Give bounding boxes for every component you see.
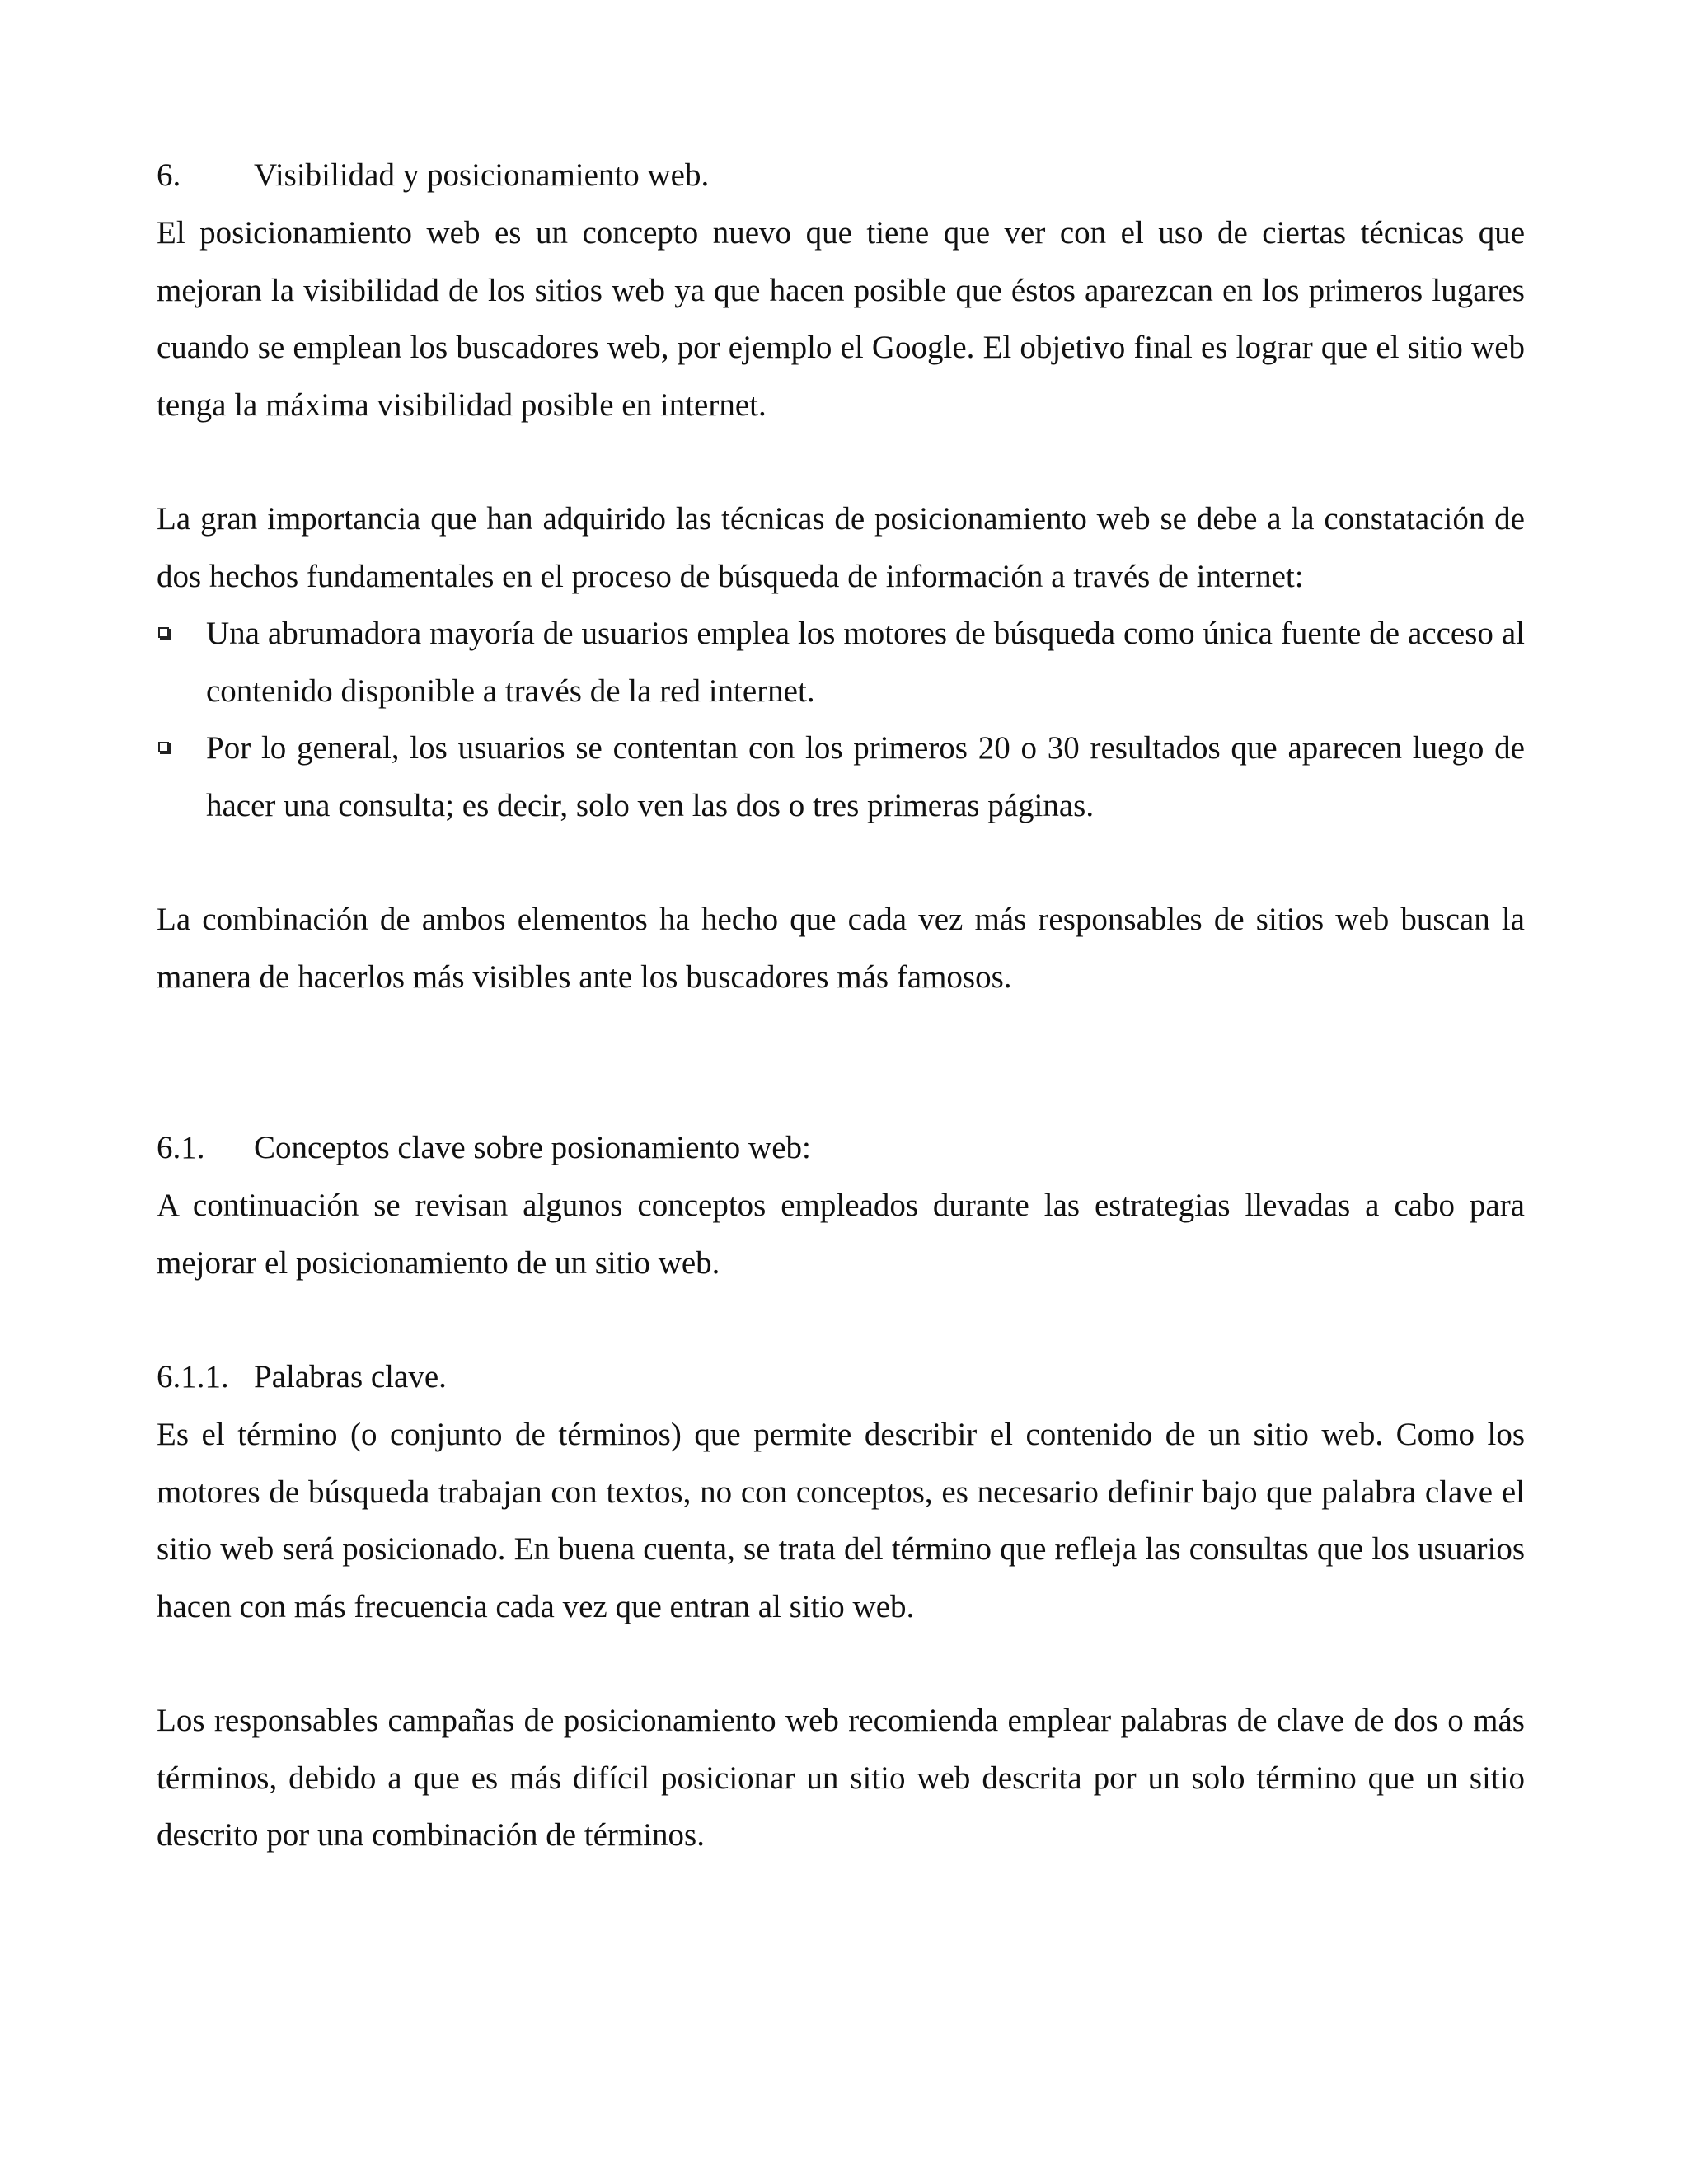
- document-body: [157, 147, 1525, 1864]
- section-6-1-1-paragraph-1: Es el término (o conjunto de términos) que permite describir el contenido de un sitio web. Como los motores de búsqueda trabajan con textos, no con conceptos, es necesario definir bajo que palabra clave el sitio web será posicionado. En buena cuenta, se trata del término que refleja las consultas que los usuarios hacen con más frecuencia cada vez que entran al sitio web.: [157, 1417, 1525, 1624]
- spacer: [157, 1635, 1525, 1692]
- section-6-heading: [157, 147, 1525, 204]
- section-6-title: Visibilidad y posicionamiento web.: [254, 157, 710, 193]
- spacer: [157, 1005, 1525, 1119]
- spacer: [157, 834, 1525, 891]
- checkbox-bullet-icon: [158, 742, 169, 752]
- section-6-1-1-paragraph-2: Los responsables campañas de posicionamiento web recomienda emplear palabras de clave de dos o más términos, debido a que es más difícil posicionar un sitio web descrita por un solo término que un sitio descrito por una combinación de términos.: [157, 1703, 1525, 1853]
- list-item: [157, 605, 1525, 719]
- section-6-number: 6.: [157, 157, 181, 193]
- spacer: [157, 1291, 1525, 1348]
- section-6-paragraph-2: La gran importancia que han adquirido las técnicas de posicionamiento web se debe a la constatación de dos hechos fundamentales en el proceso de búsqueda de información a través de internet:: [157, 501, 1525, 594]
- section-6-1-title: Conceptos clave sobre posionamiento web:: [254, 1130, 811, 1165]
- section-6-1-1-title: Palabras clave.: [254, 1359, 447, 1394]
- section-6-1-1-heading: [157, 1348, 1525, 1406]
- section-6-1-heading: [157, 1119, 1525, 1177]
- spacer: [157, 434, 1525, 490]
- list-item-text: Una abrumadora mayoría de usuarios emplea los motores de búsqueda como única fuente de acceso al contenido disponible a través de la red internet.: [206, 616, 1525, 709]
- checkbox-bullet-icon: [158, 627, 169, 638]
- section-6-1-paragraph-1: A continuación se revisan algunos conceptos empleados durante las estrategias llevadas a cabo para mejorar el posicionamiento de un sitio web.: [157, 1188, 1525, 1281]
- list-item-text: Por lo general, los usuarios se contentan con los primeros 20 o 30 resultados que aparecen luego de hacer una consulta; es decir, solo ven las dos o tres primeras páginas.: [206, 730, 1525, 823]
- list-item: [157, 719, 1525, 834]
- section-6-1-number: 6.1.: [157, 1130, 205, 1165]
- section-6-paragraph-1: El posicionamiento web es un concepto nuevo que tiene que ver con el uso de ciertas técnicas que mejoran la visibilidad de los sitios web ya que hacen posible que éstos aparezcan en los primeros lugares cuando se emplean los buscadores web, por ejemplo el Google. El objetivo final es lograr que el sitio web tenga la máxima visibilidad posible en internet.: [157, 215, 1525, 423]
- section-6-bullet-list: [157, 605, 1525, 834]
- section-6-1-1-number: 6.1.1.: [157, 1359, 229, 1394]
- section-6-paragraph-3: La combinación de ambos elementos ha hecho que cada vez más responsables de sitios web buscan la manera de hacerlos más visibles ante los buscadores más famosos.: [157, 902, 1525, 995]
